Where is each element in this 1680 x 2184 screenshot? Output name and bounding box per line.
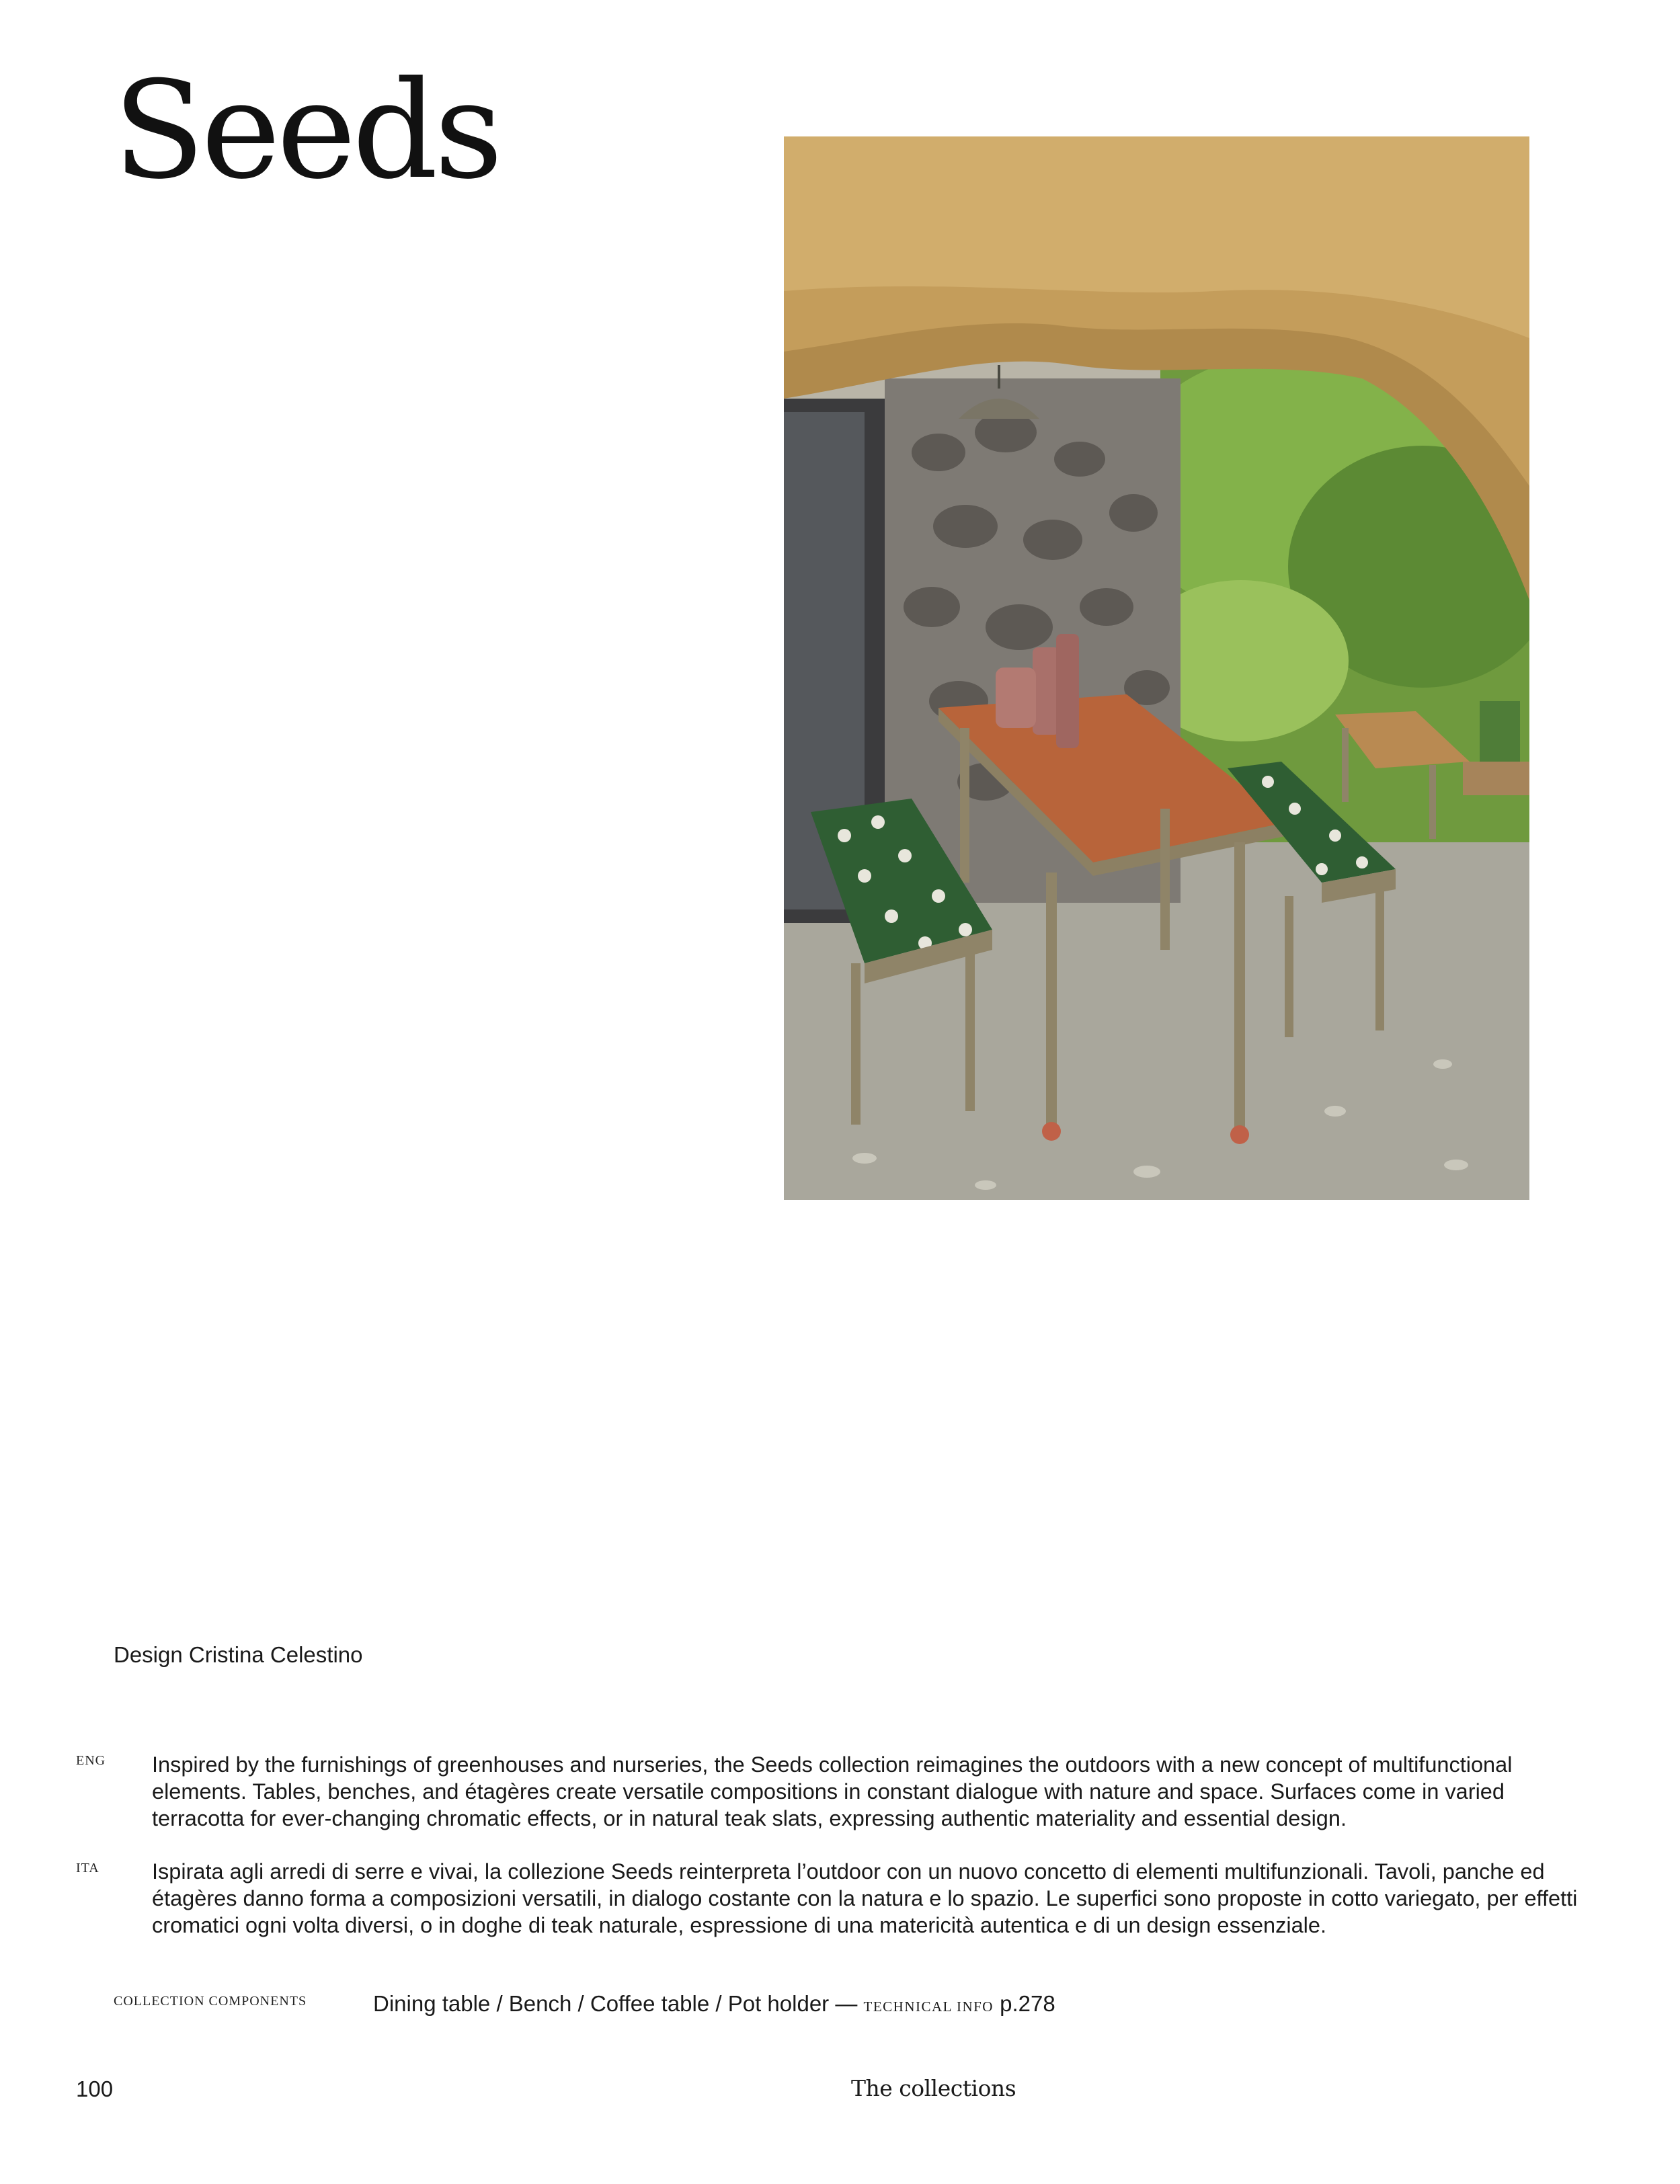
technical-info-label: TECHNICAL INFO bbox=[863, 1998, 994, 2015]
technical-info-page-ref: p.278 bbox=[1000, 1991, 1055, 2016]
designer-credit: Design Cristina Celestino bbox=[114, 1642, 363, 1667]
outdoor-dining-photo bbox=[784, 136, 1529, 1200]
components-list: Dining table / Bench / Coffee table / Pot holder — bbox=[373, 1991, 858, 2016]
collection-components bbox=[373, 1991, 1055, 2017]
description-english: Inspired by the furnishings of greenhouses and nurseries, the Seeds collection reimagines the outdoors with a new concept of multifunctional elements. Tables, benches, and étagères create versatile compositions in constant dialogue with nature and space. Surfaces come in varied terracotta for ever-changing chromatic effects, or in natural teak slats, expressing authentic materiality and essential design. bbox=[152, 1752, 1513, 1830]
collection-components-label: COLLECTION COMPONENTS bbox=[114, 1994, 307, 2009]
page-title: Seeds bbox=[113, 52, 499, 209]
footer-section-title: The collections bbox=[851, 2075, 1016, 2101]
description-italian: Ispirata agli arredi di serre e vivai, la collezione Seeds reinterpreta l’outdoor con un nuovo concetto di elementi multifunzionali. Tavoli, panche ed étagères danno forma a composizioni versatili, in dialogo costante con la natura e lo spazio. Le superfici sono proposte in cotto variegato, per effetti cromatici ogni volta diversi, o in doghe di teak naturale, espressione di una matericità autentica e di un design essenziale. bbox=[152, 1859, 1578, 1937]
language-label-ita: ITA bbox=[76, 1861, 99, 1875]
language-label-eng: ENG bbox=[76, 1753, 106, 1768]
page-number: 100 bbox=[76, 2076, 114, 2101]
